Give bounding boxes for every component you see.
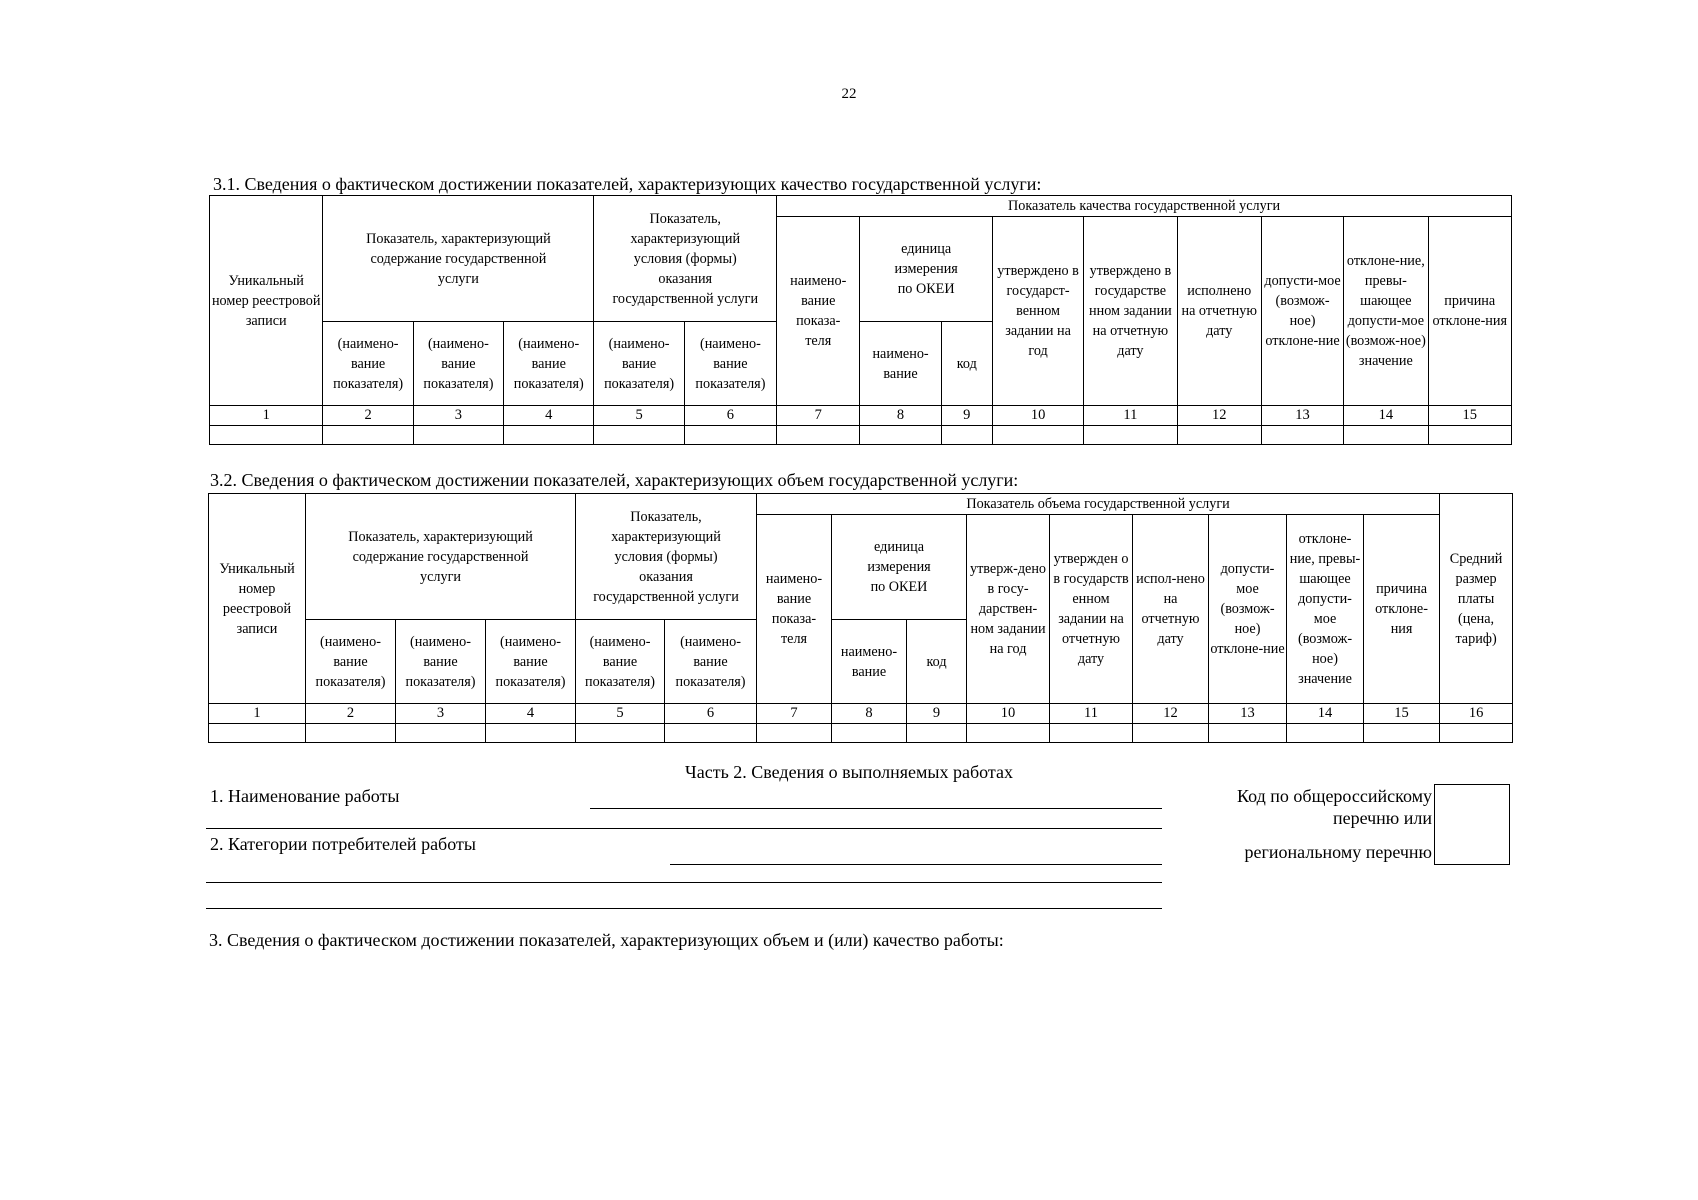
header-name-placeholder: (наимено-вание показателя) <box>306 620 396 704</box>
header-name-placeholder: (наимено-вание показателя) <box>413 322 503 406</box>
empty-cell[interactable] <box>413 426 503 445</box>
empty-cell[interactable] <box>209 724 306 743</box>
column-number: 16 <box>1440 704 1513 724</box>
column-number: 12 <box>1133 704 1209 724</box>
header-conditions-group: Показатель, характеризующий условия (формы) оказания государственной услуги <box>576 494 757 620</box>
header-allowed-deviation: допусти-мое (возмож-ное) отклоне-ние <box>1261 217 1343 406</box>
empty-cell[interactable] <box>967 724 1050 743</box>
empty-cell[interactable] <box>1133 724 1209 743</box>
header-unit-name: наимено-вание <box>832 620 907 704</box>
column-number: 7 <box>757 704 832 724</box>
column-number: 14 <box>1344 406 1428 426</box>
column-number: 6 <box>684 406 776 426</box>
consumers-label: 2. Категории потребителей работы <box>210 834 476 854</box>
empty-data-row <box>210 426 1512 445</box>
code-label-line-2: перечню или <box>1332 808 1432 828</box>
header-exceed-deviation: отклоне-ние, превы-шающее допусти-мое (возмож-ное) значение <box>1344 217 1428 406</box>
empty-cell[interactable] <box>992 426 1083 445</box>
quality-indicators-table <box>209 195 1512 445</box>
column-number: 11 <box>1084 406 1177 426</box>
header-name-placeholder: (наимено-вание показателя) <box>396 620 486 704</box>
header-conditions-group: Показатель, характеризующий условия (формы) оказания государственной услуги <box>594 196 777 322</box>
header-name-placeholder: (наимено-вание показателя) <box>576 620 665 704</box>
header-average-fee: Средний размер платы (цена, тариф) <box>1440 494 1513 704</box>
column-numbers-row <box>210 406 1512 426</box>
empty-cell[interactable] <box>665 724 757 743</box>
empty-cell[interactable] <box>777 426 860 445</box>
header-unit-name: наимено-вание <box>860 322 941 406</box>
part-2-heading: Часть 2. Сведения о выполняемых работах <box>685 762 1013 782</box>
column-number: 5 <box>576 704 665 724</box>
empty-cell[interactable] <box>1344 426 1428 445</box>
empty-cell[interactable] <box>306 724 396 743</box>
header-content-group: Показатель, характеризующий содержание государственной услуги <box>306 494 576 620</box>
column-number: 13 <box>1209 704 1287 724</box>
header-unique-number: Уникальный номер реестровой записи <box>210 196 323 406</box>
column-number: 5 <box>594 406 684 426</box>
header-name-placeholder: (наимено-вание показателя) <box>323 322 413 406</box>
column-number: 3 <box>396 704 486 724</box>
consumers-line[interactable] <box>670 864 1162 865</box>
column-number: 13 <box>1261 406 1343 426</box>
column-number: 9 <box>941 406 992 426</box>
header-approved-year: утверждено в государст-венном задании на год <box>992 217 1083 406</box>
column-number: 1 <box>210 406 323 426</box>
header-name-placeholder: (наимено-вание показателя) <box>486 620 576 704</box>
work-name-line-2[interactable] <box>206 828 1162 829</box>
header-unit-code: код <box>941 322 992 406</box>
header-deviation-reason: причина отклоне-ния <box>1428 217 1512 406</box>
header-name-placeholder: (наимено-вание показателя) <box>684 322 776 406</box>
column-number: 6 <box>665 704 757 724</box>
empty-cell[interactable] <box>323 426 413 445</box>
header-unit-code: код <box>907 620 967 704</box>
header-approved-date: утвержден о в государств енном задании на отчетную дату <box>1050 515 1133 704</box>
empty-cell[interactable] <box>1287 724 1364 743</box>
empty-cell[interactable] <box>684 426 776 445</box>
column-number: 15 <box>1428 406 1512 426</box>
column-number: 9 <box>907 704 967 724</box>
empty-cell[interactable] <box>1084 426 1177 445</box>
empty-cell[interactable] <box>860 426 941 445</box>
header-indicator-name: наимено-вание показа-теля <box>777 217 860 406</box>
empty-cell[interactable] <box>757 724 832 743</box>
header-unit-okei: единица измерения по ОКЕИ <box>832 515 967 620</box>
column-number: 12 <box>1177 406 1261 426</box>
section-3-work-text: 3. Сведения о фактическом достижении показателей, характеризующих объем и (или) качество работы: <box>209 930 1004 950</box>
column-number: 8 <box>860 406 941 426</box>
code-label-line-1: Код по общероссийскому <box>1237 786 1432 806</box>
column-number: 2 <box>323 406 413 426</box>
header-done: испол-нено на отчетную дату <box>1133 515 1209 704</box>
consumers-line-3[interactable] <box>206 908 1162 909</box>
header-unit-okei: единица измерения по ОКЕИ <box>860 217 992 322</box>
column-number: 1 <box>209 704 306 724</box>
header-indicator-name: наимено-вание показа-теля <box>757 515 832 704</box>
column-number: 14 <box>1287 704 1364 724</box>
empty-cell[interactable] <box>1209 724 1287 743</box>
column-number: 4 <box>486 704 576 724</box>
header-approved-year: утверж-дено в госу-дарствен-ном задании на год <box>967 515 1050 704</box>
column-number: 7 <box>777 406 860 426</box>
section-3-2-title: 3.2. Сведения о фактическом достижении показателей, характеризующих объем государственной услуги: <box>210 470 1019 490</box>
header-done: исполнено на отчетную дату <box>1177 217 1261 406</box>
section-3-1-title: 3.1. Сведения о фактическом достижении показателей, характеризующих качество государственной услуги: <box>213 174 1042 194</box>
header-name-placeholder: (наимено-вание показателя) <box>504 322 594 406</box>
column-number: 11 <box>1050 704 1133 724</box>
empty-cell[interactable] <box>1428 426 1512 445</box>
work-name-line[interactable] <box>590 808 1162 809</box>
column-numbers-row <box>209 704 1513 724</box>
header-deviation-reason: причина отклоне-ния <box>1364 515 1440 704</box>
header-name-placeholder: (наимено-вание показателя) <box>665 620 757 704</box>
empty-cell[interactable] <box>594 426 684 445</box>
header-quality-group: Показатель качества государственной услуги <box>777 196 1512 217</box>
header-approved-date: утверждено в государстве нном задании на отчетную дату <box>1084 217 1177 406</box>
empty-cell[interactable] <box>1177 426 1261 445</box>
empty-cell[interactable] <box>486 724 576 743</box>
empty-cell[interactable] <box>1440 724 1513 743</box>
header-volume-group: Показатель объема государственной услуги <box>757 494 1440 515</box>
column-number: 15 <box>1364 704 1440 724</box>
empty-cell[interactable] <box>576 724 665 743</box>
column-number: 10 <box>992 406 1083 426</box>
empty-data-row <box>209 724 1513 743</box>
code-label-line-3: региональному перечню <box>1244 842 1432 862</box>
header-allowed-deviation: допусти-мое (возмож-ное) отклоне-ние <box>1209 515 1287 704</box>
header-exceed-deviation: отклоне-ние, превы-шающее допусти-мое (возмож-ное) значение <box>1287 515 1364 704</box>
column-number: 3 <box>413 406 503 426</box>
work-name-label: 1. Наименование работы <box>210 786 400 806</box>
header-name-placeholder: (наимено-вание показателя) <box>594 322 684 406</box>
column-number: 2 <box>306 704 396 724</box>
empty-cell[interactable] <box>396 724 486 743</box>
registry-code-box[interactable] <box>1434 784 1510 865</box>
volume-indicators-table <box>208 493 1513 743</box>
empty-cell[interactable] <box>1364 724 1440 743</box>
column-number: 8 <box>832 704 907 724</box>
empty-cell[interactable] <box>941 426 992 445</box>
column-number: 4 <box>504 406 594 426</box>
column-number: 10 <box>967 704 1050 724</box>
empty-cell[interactable] <box>832 724 907 743</box>
empty-cell[interactable] <box>1050 724 1133 743</box>
empty-cell[interactable] <box>504 426 594 445</box>
empty-cell[interactable] <box>210 426 323 445</box>
empty-cell[interactable] <box>1261 426 1343 445</box>
empty-cell[interactable] <box>907 724 967 743</box>
page-number: 22 <box>841 86 857 102</box>
consumers-line-2[interactable] <box>206 882 1162 883</box>
header-unique-number: Уникальный номер реестровой записи <box>209 494 306 704</box>
header-content-group: Показатель, характеризующий содержание государственной услуги <box>323 196 594 322</box>
